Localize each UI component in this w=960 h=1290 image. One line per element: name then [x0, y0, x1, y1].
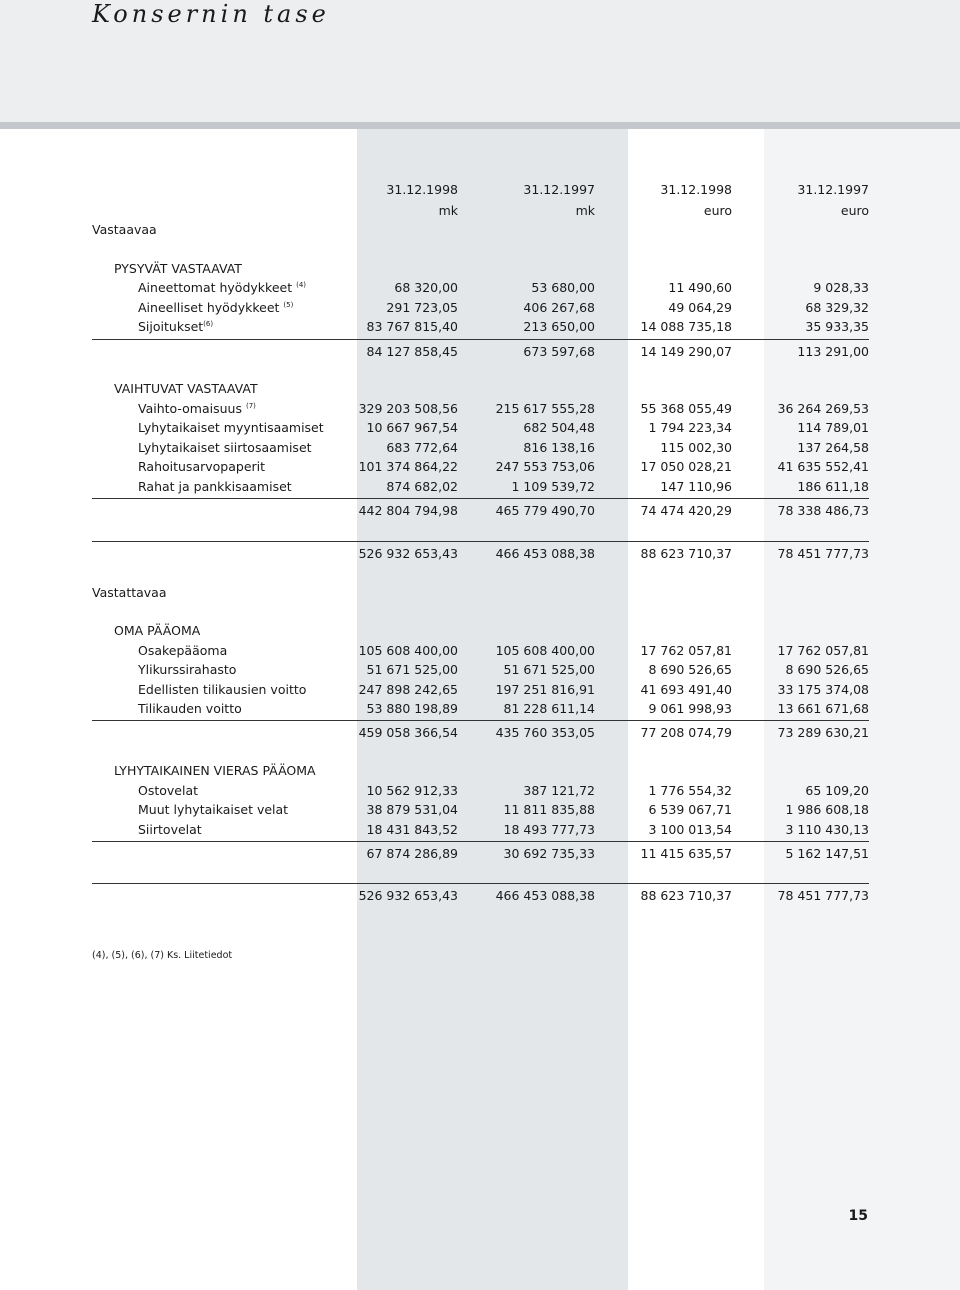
group-heading-pysyvat: PYSYVÄT VASTAAVAT: [114, 261, 242, 276]
row-value: 8 690 526,65: [648, 662, 732, 677]
row-value: 38 879 531,04: [366, 802, 458, 817]
subtotal-value: 78 338 486,73: [777, 503, 869, 518]
row-value: 816 138,16: [523, 440, 595, 455]
row-value: 683 772,64: [386, 440, 458, 455]
row-value: 329 203 508,56: [358, 401, 458, 416]
row-label: Osakepääoma: [138, 643, 228, 658]
grand-total-value: 526 932 653,43: [358, 546, 458, 561]
row-value: 137 264,58: [797, 440, 869, 455]
row-value: 186 611,18: [797, 479, 869, 494]
row-value: 115 002,30: [660, 440, 732, 455]
row-value: 3 110 430,13: [785, 822, 869, 837]
column-unit-4: euro: [840, 203, 869, 218]
row-value: 406 267,68: [523, 300, 595, 315]
subtotal-rule: [92, 339, 869, 340]
row-value: 68 329,32: [805, 300, 869, 315]
row-value: 215 617 555,28: [495, 401, 595, 416]
row-label: Lyhytaikaiset siirtosaamiset: [138, 440, 312, 455]
row-value: 387 121,72: [523, 783, 595, 798]
row-value: 1 776 554,32: [648, 783, 732, 798]
row-label: Vaihto-omaisuus $^{(7)}$: [138, 401, 256, 416]
page-title: Konsernin tase: [92, 0, 330, 28]
total-rule: [92, 541, 869, 542]
row-value: 197 251 816,91: [495, 682, 595, 697]
column-unit-3: euro: [703, 203, 732, 218]
row-value: 247 898 242,65: [358, 682, 458, 697]
column-date-2: 31.12.1997: [523, 182, 595, 197]
row-label: Siirtovelat: [138, 822, 202, 837]
row-value: 49 064,29: [668, 300, 732, 315]
row-value: 41 635 552,41: [777, 459, 869, 474]
section-heading-vastaavaa: Vastaavaa: [92, 222, 157, 237]
row-value: 10 562 912,33: [366, 783, 458, 798]
row-value: 213 650,00: [523, 319, 595, 334]
row-value: 17 762 057,81: [777, 643, 869, 658]
subtotal-value: 673 597,68: [523, 344, 595, 359]
row-value: 11 811 835,88: [503, 802, 595, 817]
row-value: 874 682,02: [386, 479, 458, 494]
row-value: 1 986 608,18: [785, 802, 869, 817]
row-value: 14 088 735,18: [640, 319, 732, 334]
group-heading-vieras-paaoma: LYHYTAIKAINEN VIERAS PÄÄOMA: [114, 763, 316, 778]
row-value: 51 671 525,00: [366, 662, 458, 677]
row-value: 81 228 611,14: [503, 701, 595, 716]
row-value: 35 933,35: [805, 319, 869, 334]
subtotal-rule: [92, 720, 869, 721]
row-value: 6 539 067,71: [648, 802, 732, 817]
row-label: Aineettomat hyödykkeet $^{(4)}$: [138, 280, 307, 295]
subtotal-value: 73 289 630,21: [777, 725, 869, 740]
grand-total-value: 78 451 777,73: [777, 546, 869, 561]
section-heading-vastattavaa: Vastattavaa: [92, 585, 167, 600]
row-value: 147 110,96: [660, 479, 732, 494]
grand-total-value: 526 932 653,43: [358, 888, 458, 903]
group-heading-vaihtuvat: VAIHTUVAT VASTAAVAT: [114, 381, 258, 396]
grand-total-value: 88 623 710,37: [640, 546, 732, 561]
row-value: 9 061 998,93: [648, 701, 732, 716]
subtotal-value: 84 127 858,45: [366, 344, 458, 359]
row-value: 9 028,33: [813, 280, 869, 295]
row-label: Ostovelat: [138, 783, 199, 798]
grand-total-value: 88 623 710,37: [640, 888, 732, 903]
row-value: 53 680,00: [531, 280, 595, 295]
subtotal-value: 442 804 794,98: [358, 503, 458, 518]
total-rule: [92, 883, 869, 884]
row-label: Sijoitukset$^{(6)}$: [138, 319, 214, 334]
grand-total-value: 78 451 777,73: [777, 888, 869, 903]
row-value: 13 661 671,68: [777, 701, 869, 716]
row-value: 65 109,20: [805, 783, 869, 798]
row-label: Edellisten tilikausien voitto: [138, 682, 307, 697]
header-divider: [0, 122, 960, 129]
row-label: Rahat ja pankkisaamiset: [138, 479, 292, 494]
row-value: 68 320,00: [394, 280, 458, 295]
row-value: 11 490,60: [668, 280, 732, 295]
page-number: 15: [848, 1208, 868, 1224]
group-heading-oma-paaoma: OMA PÄÄOMA: [114, 623, 201, 638]
row-label: Lyhytaikaiset myyntisaamiset: [138, 420, 324, 435]
row-label: Muut lyhytaikaiset velat: [138, 802, 289, 817]
row-value: 105 608 400,00: [495, 643, 595, 658]
subtotal-value: 77 208 074,79: [640, 725, 732, 740]
row-value: 17 050 028,21: [640, 459, 732, 474]
row-value: 10 667 967,54: [366, 420, 458, 435]
subtotal-value: 459 058 366,54: [358, 725, 458, 740]
column-date-4: 31.12.1997: [797, 182, 869, 197]
subtotal-value: 11 415 635,57: [640, 846, 732, 861]
subtotal-value: 465 779 490,70: [495, 503, 595, 518]
subtotal-value: 5 162 147,51: [785, 846, 869, 861]
subtotal-value: 14 149 290,07: [640, 344, 732, 359]
row-value: 247 553 753,06: [495, 459, 595, 474]
footnote: (4), (5), (6), (7) Ks. Liitetiedot: [92, 950, 233, 961]
column-date-3: 31.12.1998: [660, 182, 732, 197]
row-value: 18 431 843,52: [366, 822, 458, 837]
row-label: Rahoitusarvopaperit: [138, 459, 266, 474]
subtotal-value: 67 874 286,89: [366, 846, 458, 861]
grand-total-value: 466 453 088,38: [495, 888, 595, 903]
row-value: 101 374 864,22: [358, 459, 458, 474]
column-date-1: 31.12.1998: [386, 182, 458, 197]
column-unit-2: mk: [575, 203, 595, 218]
row-value: 105 608 400,00: [358, 643, 458, 658]
row-value: 114 789,01: [797, 420, 869, 435]
row-value: 1 109 539,72: [511, 479, 595, 494]
row-value: 1 794 223,34: [648, 420, 732, 435]
row-value: 41 693 491,40: [640, 682, 732, 697]
subtotal-value: 113 291,00: [797, 344, 869, 359]
grand-total-value: 466 453 088,38: [495, 546, 595, 561]
subtotal-value: 435 760 353,05: [495, 725, 595, 740]
column-unit-1: mk: [438, 203, 458, 218]
row-label: Ylikurssirahasto: [138, 662, 237, 677]
subtotal-rule: [92, 841, 869, 842]
row-value: 51 671 525,00: [503, 662, 595, 677]
row-value: 3 100 013,54: [648, 822, 732, 837]
row-value: 8 690 526,65: [785, 662, 869, 677]
row-label: Aineelliset hyödykkeet $^{(5)}$: [138, 300, 294, 315]
row-value: 18 493 777,73: [503, 822, 595, 837]
row-value: 53 880 198,89: [366, 701, 458, 716]
row-value: 682 504,48: [523, 420, 595, 435]
row-value: 33 175 374,08: [777, 682, 869, 697]
row-value: 291 723,05: [386, 300, 458, 315]
row-value: 55 368 055,49: [640, 401, 732, 416]
row-label: Tilikauden voitto: [138, 701, 242, 716]
subtotal-rule: [92, 498, 869, 499]
subtotal-value: 74 474 420,29: [640, 503, 732, 518]
row-value: 17 762 057,81: [640, 643, 732, 658]
subtotal-value: 30 692 735,33: [503, 846, 595, 861]
row-value: 83 767 815,40: [366, 319, 458, 334]
row-value: 36 264 269,53: [777, 401, 869, 416]
